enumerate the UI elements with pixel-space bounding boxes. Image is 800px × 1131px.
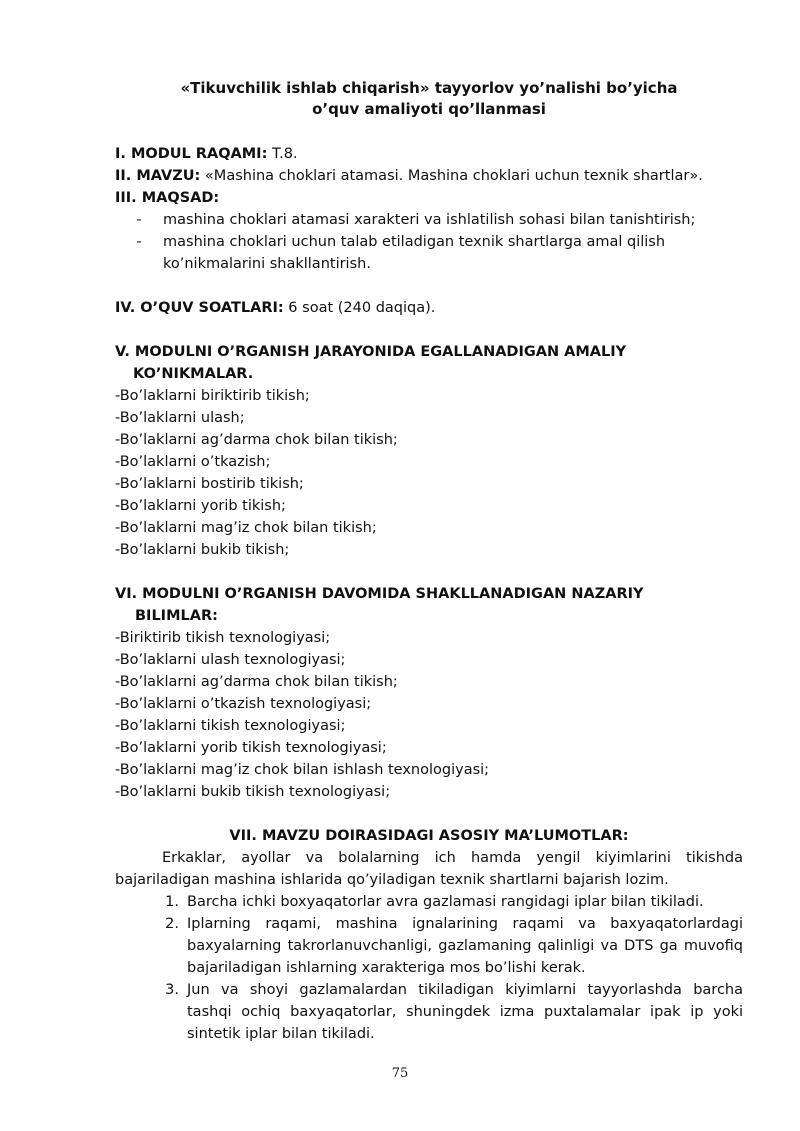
soatlar-row — [115, 297, 743, 319]
item-number: 1. — [165, 894, 179, 910]
modul-row — [115, 143, 743, 165]
list-item: -Bo’laklarni biriktirib tikish; — [115, 388, 310, 404]
bilimlar-heading: VI. MODULNI O’RGANISH DAVOMIDA SHAKLLANADIGAN NAZARIY — [115, 586, 644, 602]
item-number: 2. — [165, 916, 179, 932]
soatlar-value: 6 soat (240 daqiqa). — [283, 300, 436, 316]
list-item: -Bo’laklarni yorib tikish texnologiyasi; — [115, 740, 387, 756]
document-title-line1: «Tikuvchilik ishlab chiqarish» tayyorlov yo’nalishi bo’yicha — [180, 79, 678, 97]
konikmalar-heading: V. MODULNI O’RGANISH JARAYONIDA EGALLANADIGAN AMALIY — [115, 344, 627, 360]
list-item: -Bo’laklarni ulash; — [115, 410, 245, 426]
item-text: Jun va shoyi gazlamalardan tikiladigan kiyimlarni tayyorlashda barcha tashqi ochiq baxyaqatorlar, shuningdek izma puxtalamalar ipak ip yoki sintetik iplar bilan tikiladi. — [187, 982, 743, 1042]
item-text: Barcha ichki boxyaqatorlar avra gazlamasi rangidagi iplar bilan tikiladi. — [187, 894, 704, 910]
maqsad-item: - mashina choklari uchun talab etiladigan texnik shartlarga amal qilish ko’nikmalarini shakllantirish. — [115, 231, 743, 275]
modul-label: I. MODUL RAQAMI: — [115, 146, 268, 162]
numbered-item — [115, 891, 743, 913]
asosiy-heading: VII. MAVZU DOIRASIDAGI ASOSIY MA’LUMOTLAR: — [229, 828, 629, 844]
item-number: 3. — [165, 982, 179, 998]
document-page — [115, 78, 743, 1045]
numbered-item — [115, 913, 743, 979]
list-item: -Bo’laklarni ulash texnologiyasi; — [115, 652, 346, 668]
numbered-item — [115, 979, 743, 1045]
list-item: -Bo’laklarni bukib tikish; — [115, 542, 290, 558]
maqsad-item-text: mashina choklari atamasi xarakteri va ishlatilish sohasi bilan tanishtirish; — [163, 212, 696, 228]
list-item: -Biriktirib tikish texnologiyasi; — [115, 630, 331, 646]
konikmalar-heading-cont: KO’NIKMALAR. — [133, 366, 254, 382]
list-item: -Bo’laklarni tikish texnologiyasi; — [115, 718, 346, 734]
list-item: -Bo’laklarni bukib tikish texnologiyasi; — [115, 784, 391, 800]
list-item: -Bo’laklarni ag’darma chok bilan tikish; — [115, 674, 398, 690]
mavzu-value: «Mashina choklari atamasi. Mashina choklari uchun texnik shartlar». — [200, 168, 703, 184]
list-item: -Bo’laklarni mag’iz chok bilan ishlash texnologiyasi; — [115, 762, 490, 778]
maqsad-item-text: mashina choklari uchun talab etiladigan texnik shartlarga amal qilish ko’nikmalarini shakllantirish. — [163, 234, 666, 272]
maqsad-item: - mashina choklari atamasi xarakteri va ishlatilish sohasi bilan tanishtirish; — [115, 209, 743, 231]
list-item: -Bo’laklarni ag’darma chok bilan tikish; — [115, 432, 398, 448]
page-number: 75 — [391, 1066, 409, 1081]
list-item: -Bo’laklarni o’tkazish texnologiyasi; — [115, 696, 372, 712]
bilimlar-heading-cont: BILIMLAR: — [135, 608, 218, 624]
list-item: -Bo’laklarni mag’iz chok bilan tikish; — [115, 520, 377, 536]
document-title-line2: o’quv amaliyoti qo’llanmasi — [312, 100, 546, 118]
list-item: -Bo’laklarni yorib tikish; — [115, 498, 286, 514]
asosiy-paragraph: Erkaklar, ayollar va bolalarning ich hamda yengil kiyimlarini tikishda bajariladigan mashina ishlarida qo’yiladigan texnik shartlarni bajarish lozim. — [115, 850, 743, 888]
soatlar-label: IV. O’QUV SOATLARI: — [115, 300, 284, 316]
list-item: -Bo’laklarni bostirib tikish; — [115, 476, 304, 492]
modul-value: T.8. — [267, 146, 298, 162]
mavzu-label: II. MAVZU: — [115, 168, 201, 184]
list-item: -Bo’laklarni o’tkazish; — [115, 454, 271, 470]
maqsad-label: III. MAQSAD: — [115, 190, 220, 206]
mavzu-row — [115, 165, 743, 187]
item-text: Iplarning raqami, mashina ignalarining raqami va baxyaqatorlardagi baxyalarning takrorlanuvchanligi, gazlamaning qalinligi va DTS ga muvofiq bajariladigan ishlarning xarakteriga mos bo’lishi kerak. — [187, 916, 743, 976]
